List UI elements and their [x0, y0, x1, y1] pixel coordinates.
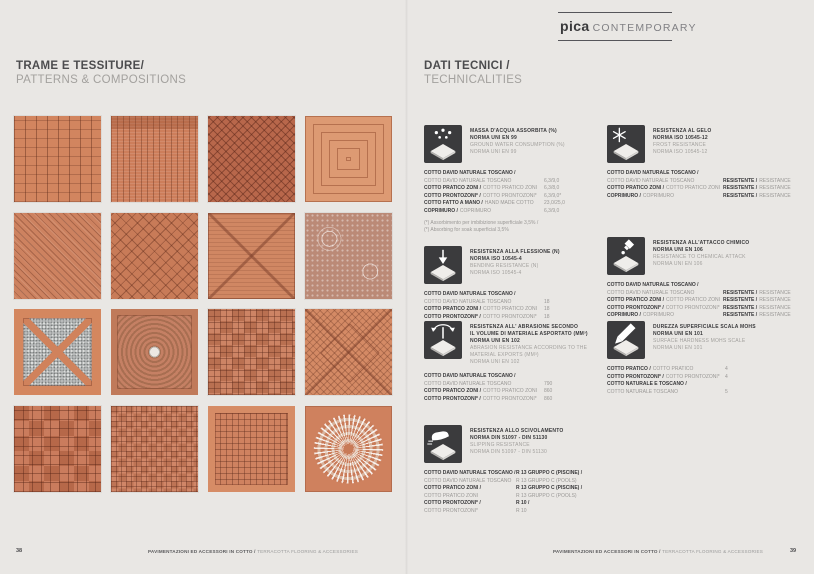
tech-section-bending — [424, 246, 596, 321]
tech-row: COTTO PRONTOZONI* / COTTO PRONTOZONI* 860 — [424, 396, 596, 404]
tile-swatch-fan-cobble-rosettes — [305, 213, 392, 299]
tech-row: COTTO DAVID NATURALE TOSCANO / COTTO DAVID NATURALE TOSCANO 18 — [424, 291, 596, 306]
tech-value: RESISTENTE / RESISTANCE — [723, 192, 791, 199]
tech-row: COTTO DAVID NATURALE TOSCANO / COTTO DAVID NATURALE TOSCANO 790 — [424, 373, 596, 388]
tech-value: 860 — [544, 395, 553, 402]
tech-section-abrasion — [424, 321, 596, 403]
tech-row: COPRIMURO / COPRIMURO RESISTENTE / RESISTANCE — [607, 193, 793, 201]
tile-swatch-granite-cross-inlay — [14, 309, 101, 395]
tech-row: COTTO DAVID NATURALE TOSCANO / COTTO DAVID NATURALE TOSCANO RESISTENTE / RESISTANCE — [607, 282, 793, 297]
tech-row: COTTO PRONTOZONI* / COTTO PRONTOZONI* R 10 / R 10 — [424, 500, 596, 515]
tech-row: COTTO PRATICO ZONI / COTTO PRATICO ZONI RESISTENTE / RESISTANCE — [607, 297, 793, 305]
tech-value: RESISTENTE / RESISTANCE — [723, 185, 791, 192]
tech-section-slipping — [424, 425, 596, 516]
tile-swatch-diagonal-weave — [14, 213, 101, 299]
tech-row: COTTO NATURALE E TOSCANO / COTTO NATURALE TOSCANO 5 — [607, 381, 793, 396]
bending-icon — [424, 246, 462, 284]
tech-value: 18 — [544, 313, 550, 320]
tile-swatch-rosette-medallion — [111, 309, 198, 395]
tech-value: 23,0/25,0 — [544, 200, 565, 207]
tech-row: COTTO PRATICO ZONI / COTTO PRATICO ZONI 18 — [424, 306, 596, 314]
page-gutter — [405, 0, 408, 574]
right-heading-italian: DATI TECNICI / — [424, 60, 510, 72]
tile-swatch-dense-herringbone — [208, 116, 295, 202]
frost-icon — [607, 125, 645, 163]
right-heading-english: TECHNICALITIES — [424, 73, 523, 86]
footer-caption-right — [553, 549, 763, 554]
tech-row: COTTO PRONTOZONI* / COTTO PRONTOZONI* 18 — [424, 314, 596, 322]
footer-caption-left — [148, 549, 358, 554]
tech-row: COTTO PRATICO / COTTO PRATICO 4 — [607, 366, 793, 374]
tile-swatch-fine-basketweave — [111, 406, 198, 492]
tech-row: COTTO PRONTOZONI* / COTTO PRONTOZONI* 4 — [607, 374, 793, 382]
tech-footnotes: (*) Assorbimento per imbibizione superficiale 3,5% / (*) Absorbing for soak superficial 3,5% — [424, 219, 539, 233]
tech-section-title: RESISTENZA ALL' ABRASIONE SECONDO IL VOLUME DI MATERIALE ASPORTATO (MM³) NORMA UNI EN 102 ABRASION RESISTANCE ACCORDING TO THE MATERIAL EXPORTS (MM³) NORMA UNI EN 102 — [470, 324, 588, 365]
water-absorption-icon — [424, 125, 462, 163]
abrasion-icon — [424, 321, 462, 359]
footer-caption-italian: PAVIMENTAZIONI ED ACCESSORI IN COTTO / — [148, 548, 256, 554]
tech-value: 4 — [725, 366, 728, 372]
brand-suffix: CONTEMPORARY — [592, 22, 697, 34]
tile-swatch-herringbone — [111, 213, 198, 299]
footer-caption-english: TERRACOTTA FLOORING & ACCESSORIES — [662, 548, 764, 554]
tech-row: COTTO PRATICO ZONI / COTTO PRATICO ZONI RESISTENTE / RESISTANCE — [607, 185, 793, 193]
tile-swatch-stacked-brick — [14, 116, 101, 202]
tech-value: R 13 GRUPPO C (PISCINE) / R 13 GRUPPO C (POOLS) — [516, 485, 583, 499]
tech-row: COTTO PRATICO ZONI / COTTO PRATICO ZONI 860 — [424, 388, 596, 396]
tech-value: 4 — [725, 373, 728, 380]
right-page-heading — [424, 60, 522, 87]
pattern-grid — [14, 116, 398, 492]
brand-logo — [558, 12, 697, 41]
footer-caption-english: TERRACOTTA FLOORING & ACCESSORIES — [257, 548, 359, 554]
tile-swatch-mitred-frame — [208, 213, 295, 299]
tech-value: RESISTENTE / RESISTANCE — [723, 304, 791, 311]
tech-value: R 10 / R 10 — [516, 500, 530, 514]
tile-swatch-concentric-brick — [305, 116, 392, 202]
tech-row: COTTO PRATICO ZONI / COTTO PRATICO ZONI R 13 GRUPPO C (PISCINE) / R 13 GRUPPO C (POOLS) — [424, 485, 596, 500]
tech-value: 6,3/9,0* — [544, 192, 562, 199]
tile-swatch-basketweave — [208, 309, 295, 395]
brand-name: pica — [560, 18, 590, 34]
slipping-icon — [424, 425, 462, 463]
tile-swatch-framed-basketweave — [208, 406, 295, 492]
tech-row: COTTO PRONTOZONI* / COTTO PRONTOZONI* 6,3/9,0* — [424, 193, 596, 201]
footer-caption-italian: PAVIMENTAZIONI ED ACCESSORI IN COTTO / — [553, 548, 661, 554]
tech-section-title: DUREZZA SUPERFICIALE SCALA MOHS NORMA UNI EN 101 SURFACE HARDNESS MOHS SCALE NORMA UNI EN 101 — [653, 324, 756, 351]
tech-section-chemical — [607, 237, 793, 320]
tech-value: 18 — [544, 306, 550, 313]
tech-section-water — [424, 125, 596, 234]
tech-value: 6,3/9,0 — [544, 177, 560, 184]
page-number-right: 39 — [790, 548, 797, 554]
tile-swatch-strip-parquet — [111, 116, 198, 202]
tech-value: 5 — [725, 388, 728, 395]
left-page-heading — [16, 60, 186, 87]
tile-swatch-sunburst-mosaic — [305, 406, 392, 492]
tech-value: RESISTENTE / RESISTANCE — [723, 297, 791, 304]
tech-value: 6,3/8,0 — [544, 185, 560, 192]
hardness-icon — [607, 321, 645, 359]
left-heading-english: PATTERNS & COMPOSITIONS — [16, 73, 187, 86]
tech-section-title: RESISTENZA ALLA FLESSIONE (N) NORMA ISO 10545-4 BENDING RESISTANCE (N) NORMA ISO 10545-4 — [470, 249, 560, 276]
chemical-icon — [607, 237, 645, 275]
tech-value: 6,3/9,0 — [544, 207, 560, 214]
tech-section-title: RESISTENZA ALL'ATTACCO CHIMICO NORMA UNI EN 106 RESISTANCE TO CHEMICAL ATTACK NORMA UNI EN 106 — [653, 240, 750, 267]
tech-value: RESISTENTE / RESISTANCE — [723, 312, 791, 319]
tech-row: COPRIMURO / COPRIMURO 6,3/9,0 — [424, 208, 596, 216]
tech-section-hardness — [607, 321, 793, 396]
tech-section-title: MASSA D'ACQUA ASSORBITA (%) NORMA UNI EN 99 GROUND WATER CONSUMPTION (%) NORMA UNI EN 99 — [470, 128, 565, 155]
tech-value: 860 — [544, 388, 553, 395]
tech-row: COTTO DAVID NATURALE TOSCANO / COTTO DAVID NATURALE TOSCANO 6,3/9,0 — [424, 170, 596, 185]
tech-row: COTTO PRATICO ZONI / COTTO PRATICO ZONI 6,3/8,0 — [424, 185, 596, 193]
tech-section-title: RESISTENZA AL GELO NORMA ISO 10545-12 FROST RESISTANCE NORMA ISO 10545-12 — [653, 128, 712, 155]
tech-row: COTTO DAVID NATURALE TOSCANO / COTTO DAVID NATURALE TOSCANO R 13 GRUPPO C (PISCINE) / R 13 GRUPPO C (POOLS) — [424, 470, 596, 485]
tech-section-frost — [607, 125, 793, 200]
tech-value: 18 — [544, 298, 550, 305]
tech-value: RESISTENTE / RESISTANCE — [723, 289, 791, 296]
tech-row: COTTO DAVID NATURALE TOSCANO / COTTO DAVID NATURALE TOSCANO RESISTENTE / RESISTANCE — [607, 170, 793, 185]
tech-row: COTTO PRONTOZONI* / COTTO PRONTOZONI* RESISTENTE / RESISTANCE — [607, 305, 793, 313]
left-heading-italian: TRAME E TESSITURE/ — [16, 60, 145, 72]
tech-row: COPRIMURO / COPRIMURO RESISTENTE / RESISTANCE — [607, 312, 793, 320]
tech-section-title: RESISTENZA ALLO SCIVOLAMENTO NORMA DIN 51097 - DIN 51130 SLIPPING RESISTANCE NORMA DIN 51097 - DIN 51130 — [470, 428, 564, 455]
tile-swatch-block-basketweave — [14, 406, 101, 492]
tile-swatch-diamond-parquet — [305, 309, 392, 395]
tech-value: R 13 GRUPPO C (PISCINE) / R 13 GRUPPO C (POOLS) — [516, 470, 583, 484]
tech-value: RESISTENTE / RESISTANCE — [723, 177, 791, 184]
page-number-left: 38 — [16, 548, 23, 554]
tech-row: COTTO FATTO A MANO / HAND MADE COTTO 23,0/25,0 — [424, 200, 596, 208]
tech-value: 790 — [544, 380, 553, 387]
